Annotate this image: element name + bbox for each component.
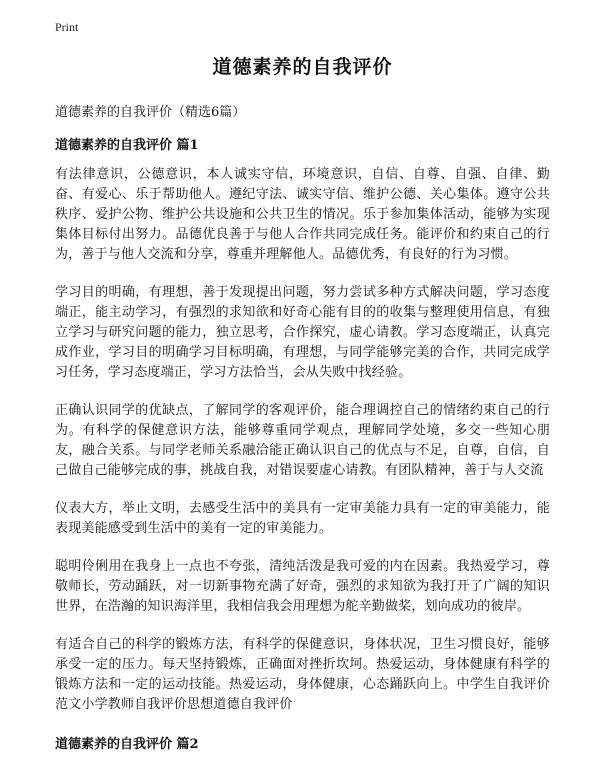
paragraph: 仪表大方，举止文明，去感受生活中的美具有一定审美能力具有一定的审美能力，能表现美能感受到生活中的美有一定的审美能力。 xyxy=(55,501,550,536)
document-subtitle: 道德素养的自我评价（精选6篇） xyxy=(55,105,246,120)
section-heading-2: 道德素养的自我评价 篇2 xyxy=(55,737,199,752)
paragraph: 有法律意识，公德意识，本人诚实守信，环境意识，自信、自尊、自强、自律、勤奋、有爱心、乐于帮助他人。遵纪守法、诚实守信、维护公德、关心集体。遵守公共秩序、爱护公物、维护公共设施和公共卫生的情况。乐于参加集体活动，能够为实现集体目标付出努力。品德优良善于与他人合作共同完成任务。能评价和约束自己的行为，善于与他人交流和分享，尊重并理解他人。品德优秀，有良好的行为习惯。 xyxy=(55,167,550,262)
section-heading-1: 道德素养的自我评价 篇1 xyxy=(55,138,199,153)
paragraph: 正确认识同学的优缺点，了解同学的客观评价，能合理调控自己的情绪约束自己的行为。有科学的保健意识方法，能够尊重同学观点，理解同学处境，多交一些知心朋友，融合关系。与同学老师关系融洽能正确认识自己的优点与不足，自尊，自信，自己做自己能够完成的事，挑战自我，对错误要虚心请教。有团队精神，善于与人交流 xyxy=(55,403,550,478)
paragraph: 聪明伶俐用在我身上一点也不夸张，清纯活泼是我可爱的内在因素。我热爱学习，尊敬师长，劳动踊跃，对一切新事物充满了好奇，强烈的求知欲为我打开了广阔的知识世界，在浩瀚的知识海洋里，我相信我会用理想为舵辛勤做桨，划向成功的彼岸。 xyxy=(55,559,550,614)
page-title: 道德素养的自我评价 xyxy=(212,56,393,78)
document-page xyxy=(55,52,550,764)
paragraph: 有适合自己的科学的锻炼方法，有科学的保健意识，身体状况，卫生习惯良好，能够承受一定的压力。每天坚持锻炼，正确面对挫折坎坷。热爱运动，身体健康有科学的锻炼方法和一定的运动技能。热爱运动，身体健康，心态踊跃向上。中学生自我评价范文小学教师自我评价思想道德自我评价 xyxy=(55,637,550,712)
paragraph: 学习目的明确，有理想，善于发现提出问题，努力尝试多种方式解决问题，学习态度端正，能主动学习，有强烈的求知欲和好奇心能有目的的收集与整理使用信息，有独立学习与研究问题的能力，独立思考，合作探究，虚心请教。学习态度端正，认真完成作业，学习目的明确学习目标明确，有理想，与同学能够完美的合作，共同完成学习任务，学习态度端正，学习方法恰当，会从失败中找经验。 xyxy=(55,285,550,380)
print-label: Print xyxy=(55,20,79,34)
